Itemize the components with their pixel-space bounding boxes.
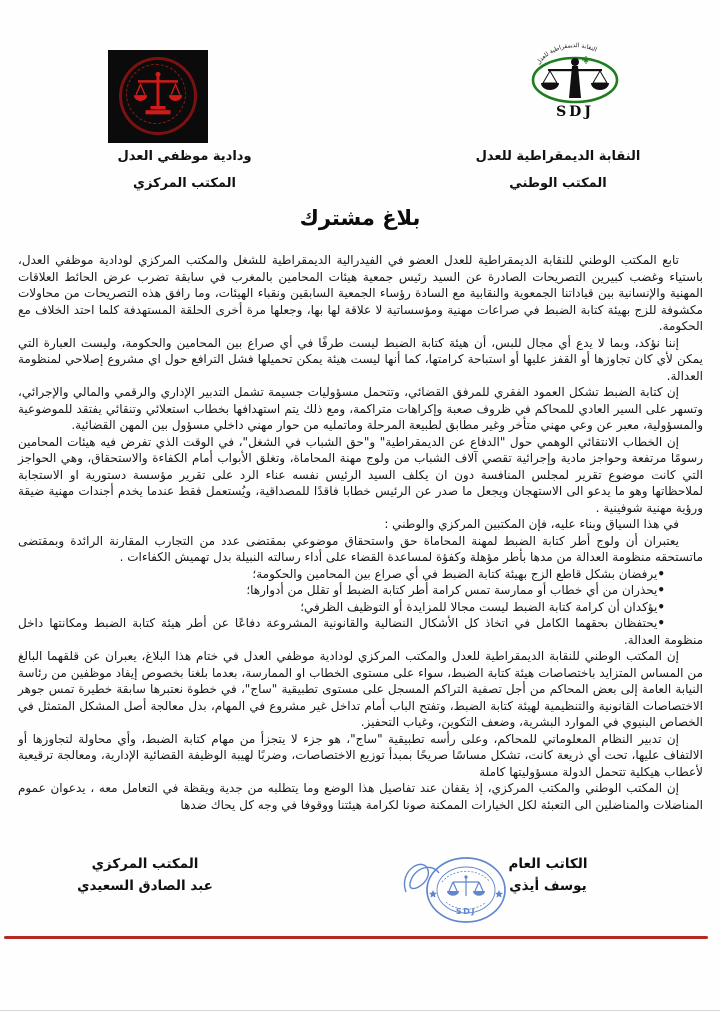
signature-scribble bbox=[404, 864, 439, 892]
signature-name: يوسف أيذي bbox=[509, 878, 587, 894]
sdj-logo-arc-text: النقابة الديمقراطية للعدل bbox=[535, 42, 598, 66]
signature-role: الكاتب العام bbox=[508, 856, 588, 872]
paragraph: إن الخطاب الانتقائي الوهمي حول "الدفاع عن الديمقراطية" و"حق الشباب في الشغل"، في الوقت الذي تفرض فيه هيئات المحامين رسومًا مرتفعة وحواجز مادية وإجرائية تقصي آلاف الشباب من ولوج مهنة المحاماة، وتغلق الأبواب أمام الكفاءة والاستحقاق، وهي الحواجز التي كانت موضوع تقرير لمجلس المنافسة دون ان يكلف السيد الرئيس نفسه عناء الرد على تقرير مؤسسة دستورية او الاستجابة لملاحظاتها وهو ما يدعو الى الاستهجان ويجعل ما صدر عن الرئيس خطابا فاقدًا للمصداقية، ويُستعمل فقط عندما يخدم أجندات مهنية ضيقة ورؤية مهنية شوفينية . bbox=[18, 434, 703, 515]
left-org-header bbox=[92, 143, 277, 197]
paragraph: إن المكتب الوطني والمكتب المركزي، إذ يقفان عند تفاصيل هذا الوضع وما يتطلبه من جدية ويقظة في التعامل معه ، يدعوان عموم المناضلات والمناضلين الى التعبئة لكل الخيارات الممكنة صونا لكرامة هيئتنا ووقوفا في وجه كل يحاك ضدها bbox=[18, 781, 703, 812]
document-title: بلاغ مشترك bbox=[299, 206, 421, 230]
paragraph: إن تدبير النظام المعلوماتي للمحاكم، وعلى رأسه تطبيقية "ساج"، هو جزء لا يتجزأ من مهام كتابة الضبط، وأي محاولة لتجاوزها أو الالتفاف عليها، تحت أي ذريعة كانت، تشكل مساسًا صريحًا بمبدأ توزيع الاختصاصات، وضربًا لهيبة الوظيفة القضائية الإدارية، ومعالجة ترقيعية لأعطاب هيكلية تتحمل الدولة مسؤوليتها كاملة bbox=[18, 731, 703, 779]
signature-name: عبد الصادق السعيدي bbox=[77, 878, 213, 894]
sdj-stamp bbox=[396, 850, 514, 930]
bullet-item: • يحتفظان بحقهما الكامل في اتخاذ كل الأشكال النضالية والقانونية المشروعة دفاعًا عن أطر هيئة كتابة الضبط ومكانتها داخل منظومة العدالة. bbox=[18, 615, 703, 648]
right-org-office: المكتب الوطني bbox=[509, 176, 607, 191]
sdj-logo bbox=[518, 42, 632, 128]
wadadiya-logo bbox=[108, 50, 208, 143]
bullet-item: • يرفضان بشكل قاطع الزج بهيئة كتابة الضبط في أي صراع بين المحامين والحكومة؛ bbox=[18, 566, 703, 583]
right-org-header bbox=[468, 143, 648, 197]
sdj-logo-label: SDJ bbox=[556, 104, 594, 120]
stamp-label: SDJ bbox=[456, 907, 476, 916]
left-org-name: ودادية موظفي العدل bbox=[117, 149, 252, 164]
paragraph: تابع المكتب الوطني للنقابة الديمقراطية للعدل العضو في الفيدرالية الديمقراطية للشغل والمكتب المركزي لودادية موظفي العدل، باستياء وغضب كبيرين التصريحات الصادرة عن السيد رئيس جمعية هيئات المحامين بالمغرب في سابقة تضرب عرض الحائط العلاقات المهنية والإنسانية بين قياداتنا الجمعوية والنقابية مع السادة رؤساء الجمعية السابقين ونقباء الهيئات، وما رافق هذه التصريحات من محاولات مكشوفة للزج بهيئة كتابة الضبط في صراعات مهنية ومؤسساتية لا علاقة لها بها، وجعلها مرة أخرى الحلقة المستهدفة كلما احتد الخلاف مع الحكومة. bbox=[18, 253, 703, 333]
left-org-office: المكتب المركزي bbox=[133, 176, 236, 191]
sdj-justice-figure-icon bbox=[518, 42, 632, 104]
bullet-item: • يؤكدان أن كرامة كتابة الضبط ليست مجالا للمزايدة أو التوظيف الظرفي؛ bbox=[18, 599, 703, 616]
right-org-name: النقابة الديمقراطية للعدل bbox=[475, 149, 641, 164]
paragraph: إننا نؤكد، وبما لا يدع أي مجال للبس، أن هيئة كتابة الضبط ليست طرفًا في أي صراع بين المحامين والحكومة، وليست العبارة التي يمكن لأي كان تجاوزها أو القفز عليها أو استباحة كرامتها، كما أنها ليست هيئة يمكن تحميلها فشل الترافع حول اي مشروع إصلاحي لمنظومة العدالة. bbox=[18, 335, 703, 383]
paragraph: يعتبران أن ولوج أطر كتابة الضبط لمهنة المحاماة حق واستحقاق موضوعي بمقتضى عدد من التجارب المقارنة الرائدة وبمقتضى ماتستحقه منظومة العدالة من مدها بأطر مؤهلة وكفؤة لمساعدة القضاء على أداء رسالته النبيلة بدل تهميش الكفاءات . bbox=[18, 533, 703, 564]
paragraph: في هذا السياق وبناء عليه، فإن المكتبين المركزي والوطني : bbox=[384, 517, 679, 531]
signature-block-left bbox=[50, 853, 240, 897]
scales-of-justice-icon bbox=[133, 68, 183, 124]
bullet-item: • يحذران من أي خطاب أو ممارسة تمس كرامة أطر كتابة الضبط أو تقلل من أدوارها؛ bbox=[18, 582, 703, 599]
paragraph: إن كتابة الضبط تشكل العمود الفقري للمرفق القضائي، وتتحمل مسؤوليات جسيمة تشمل التدبير الإداري والرقمي والمالي والإجرائي، وتسهر على السير العادي للمحاكم في ظروف صعبة وإكراهات متراكمة، ومع ذلك يتم استهدافها بخطاب استعلائي وتنقائي يفتقد للموضوعية والمسؤولية، معبر عن وعي مهني متأخر وغير مطابق لطبيعة المرحلة وماتمليه من حوار مهني داخلي مسؤول بين المهن القضائية. bbox=[18, 385, 703, 432]
document-body bbox=[18, 252, 703, 813]
signature-role: المكتب المركزي bbox=[91, 856, 199, 872]
paragraph: إن المكتب الوطني للنقابة الديمقراطية للعدل والمكتب المركزي لودادية موظفي العدل في ختام هذا البلاغ، يعبران عن قلقهما البالغ من المساس المتزايد باختصاصات هيئة كتابة الضبط، سواء على مستوى الخطاب او الممارسة، بعدما بلغنا بخصوص إيفاد موظفين من رئاسة النيابة العامة إلى بعض المحاكم من أجل تصفية التراكم المسجل على مستوى تطبيقية "ساج"، في خطوة نعتبرها سابقة خطيرة تمس جوهر الاختصاصات القانونية والتنظيمية لهيئة كتابة الضبط، وتفتح الباب أمام تداخل غير مشروع في المهام، بدل معالجة أصل المشكل المتمثل في الخصاص البنيوي في الموارد البشرية، وضعف التكوين، وغياب التحفيز. bbox=[18, 649, 703, 729]
footer-divider bbox=[4, 936, 708, 939]
